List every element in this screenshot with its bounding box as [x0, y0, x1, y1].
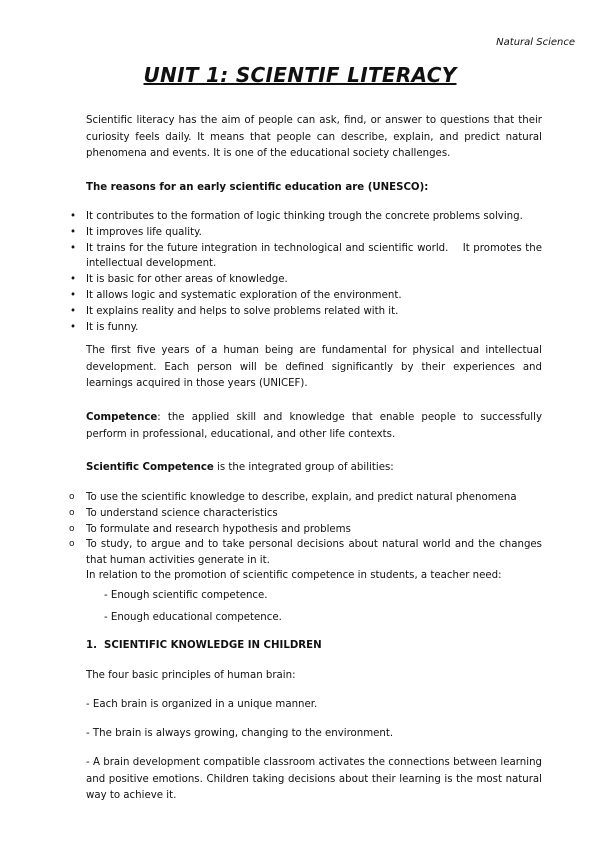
page-title — [0, 63, 600, 87]
reasons-list — [70, 209, 546, 335]
principle-item: - Each brain is organized in a unique manner. — [86, 699, 318, 710]
section-heading: 1. SCIENTIFIC KNOWLEDGE IN CHILDREN — [86, 640, 322, 651]
bullet-icon: • — [70, 226, 77, 238]
bullet-icon: • — [70, 274, 77, 286]
circle-bullet-icon: o — [69, 507, 75, 518]
abilities-list — [69, 490, 542, 569]
bullet-icon: • — [70, 242, 77, 254]
title-unit: UNIT 1 — [143, 63, 221, 87]
reasons-heading: The reasons for an early scientific education are (UNESCO): — [86, 182, 429, 193]
list-item: o To use the scientific knowledge to describe, explain, and predict natural phenomena — [86, 490, 542, 506]
unicef-paragraph: The first five years of a human being are fundamental for physical and intellectual development. Each person will be defined significantly by their experiences and learnings acquired in those years (UNICEF). — [86, 345, 542, 389]
list-item: o To study, to argue and to take personal decisions about natural world and the changes that human activities generate in it. — [69, 539, 542, 567]
intro-paragraph: Scientific literacy has the aim of people can ask, find, or answer to questions that their curiosity feels daily. It means that people can describe, explain, and predict natural phenomena and events. It is one of the educational society challenges. — [86, 115, 542, 159]
competence-definition: Competence: the applied skill and knowledge that enable people to successfully perform in professional, educational, and other life contexts. — [86, 412, 542, 440]
principles-intro: The four basic principles of human brain: — [86, 670, 296, 681]
list-item: • It explains reality and helps to solve problems related with it. — [86, 304, 542, 320]
bullet-icon: • — [70, 321, 77, 333]
list-item: o To understand science characteristics — [86, 506, 542, 522]
scientific-competence-definition: Scientific Competence is the integrated group of abilities: — [86, 462, 394, 473]
list-item: • It contributes to the formation of logic thinking trough the concrete problems solving. — [86, 209, 542, 225]
list-item: • It allows logic and systematic exploration of the environment. — [86, 288, 542, 304]
list-item: • It is funny. — [86, 320, 542, 336]
circle-bullet-icon: o — [69, 492, 75, 502]
principle-item: - A brain development compatible classroom activates the connections between learning and positive emotions. Children taking decisions about their learning is the most natural way to achieve it. — [86, 757, 542, 801]
need-item: - Enough educational competence. — [104, 612, 282, 623]
list-item: • It improves life quality. — [86, 225, 542, 241]
bullet-icon: • — [70, 305, 77, 317]
circle-bullet-icon: o — [69, 539, 75, 550]
list-item: o To formulate and research hypothesis and problems — [86, 522, 542, 538]
header-subject: Natural Science — [496, 37, 575, 48]
title-rest: : SCIENTIF LITERACY — [220, 63, 457, 87]
principle-item: - The brain is always growing, changing to the environment. — [86, 728, 394, 739]
list-item: • It is basic for other areas of knowledge. — [86, 272, 542, 288]
bullet-icon: • — [70, 211, 77, 222]
bullet-icon: • — [70, 289, 77, 301]
circle-bullet-icon: o — [69, 523, 75, 534]
teacher-need-text: In relation to the promotion of scientific competence in students, a teacher need: — [86, 570, 502, 581]
list-item: • It trains for the future integration in technological and scientific world. It promotes the intellectual development. — [70, 242, 546, 270]
need-item: - Enough scientific competence. — [104, 590, 268, 601]
